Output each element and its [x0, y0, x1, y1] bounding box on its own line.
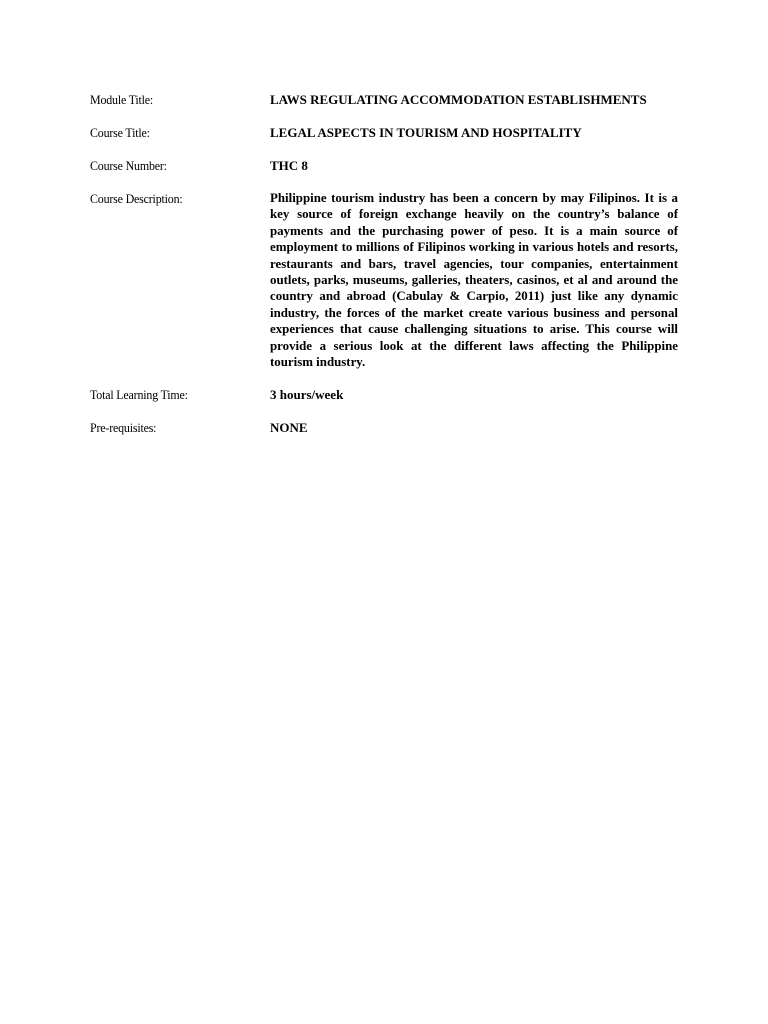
course-number-value: THC 8 — [270, 158, 308, 173]
course-description-label: Course Description: — [90, 191, 183, 206]
course-title-label: Course Title: — [90, 125, 150, 140]
module-title-value: LAWS REGULATING ACCOMMODATION ESTABLISHMENTS — [270, 92, 647, 107]
course-number-label: Course Number: — [90, 158, 167, 173]
course-number-row — [90, 157, 680, 175]
course-info-table — [90, 91, 680, 437]
learning-time-row — [90, 386, 680, 404]
module-title-row — [90, 91, 680, 109]
course-title-row — [90, 124, 680, 142]
course-title-value: LEGAL ASPECTS IN TOURISM AND HOSPITALITY — [270, 125, 582, 140]
module-title-label: Module Title: — [90, 92, 154, 107]
prerequisites-value: NONE — [270, 420, 308, 436]
learning-time-label: Total Learning Time: — [90, 387, 188, 403]
learning-time-value: 3 hours/week — [270, 387, 344, 403]
course-description-row — [90, 190, 680, 370]
prerequisites-label: Pre-requisites: — [90, 420, 157, 436]
prerequisites-row — [90, 419, 680, 437]
course-description-text: Philippine tourism industry has been a concern by may Filipinos. It is a key source of foreign exchange heavily on the country’s balance of payments and the purchasing power of peso. It is a main source of employment to millions of Filipinos working in various hotels and resorts, restaurants and bars, travel agencies, tour companies, entertainment outlets, parks, museums, galleries, theaters, casinos, et al and around the country and abroad (Cabulay & Carpio, 2011) just like any dynamic industry, the forces of the market create various business and personal experiences that cause challenging situations to arise. This course will provide a serious look at the different laws affecting the Philippine tourism industry. — [270, 191, 678, 370]
